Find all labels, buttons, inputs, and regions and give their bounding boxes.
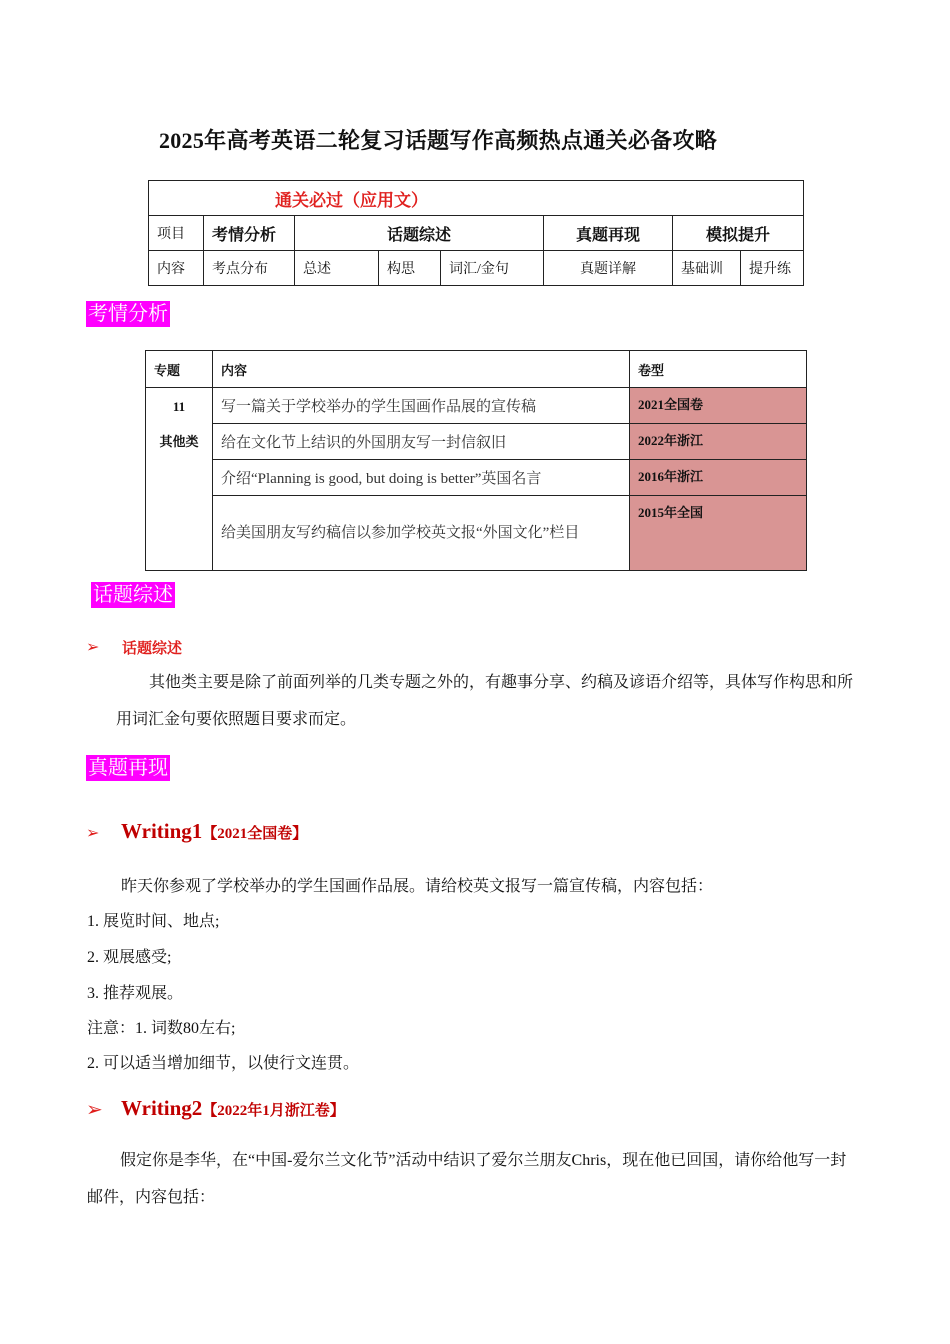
writing2-title: Writing2 [121,1096,203,1120]
writing1-heading [121,819,307,844]
overview-header: 通关必过（应用文） [149,181,804,216]
topic-number: 11 [172,399,186,414]
writing1-source: 【2021全国卷】 [202,826,308,842]
analysis-paper: 2016年浙江 [630,460,807,496]
writing1-line: 1. 展览时间、地点; [87,913,220,930]
analysis-paper: 2021全国卷 [630,388,807,424]
overview-cell: 提升练 [741,251,804,286]
analysis-content: 给在文化节上结识的外国朋友写一封信叙旧 [213,424,630,460]
page-title: 2025年高考英语二轮复习话题写作高频热点通关必备攻略 [158,128,718,153]
writing1-line: 2. 观展感受; [87,949,172,966]
analysis-header: 卷型 [630,351,807,388]
topic-name: 其他类 [159,434,199,449]
overview-cell: 真题详解 [544,251,673,286]
arrow-bullet-icon: ➢ [86,639,100,656]
section-label-analysis: 考情分析 [88,303,168,325]
writing1-intro: 昨天你参观了学校举办的学生国画作品展。请给校英文报写一篇宣传稿，内容包括： [121,878,714,895]
analysis-header: 专题 [146,351,213,388]
writing2-intro: 假定你是李华，在“中国-爱尔兰文化节”活动中结识了爱尔兰朋友Chris，现在他已回国，请你给他写一封邮件，内容包括： [87,1152,847,1206]
overview-table [148,180,804,286]
overview-cell: 构思 [379,251,441,286]
analysis-content: 写一篇关于学校举办的学生国画作品展的宣传稿 [213,388,630,424]
writing1-line: 3. 推荐观展。 [87,985,184,1002]
writing1-line: 2. 可以适当增加细节，以使行文连贯。 [87,1055,360,1072]
writing1-title: Writing1 [121,819,203,843]
analysis-paper: 2022年浙江 [630,424,807,460]
analysis-content: 介绍“Planning is good, but doing is better”英国名言 [213,460,630,496]
overview-mock: 模拟提升 [673,216,804,251]
overview-cell: 总述 [295,251,379,286]
overview-topic: 话题综述 [295,216,544,251]
analysis-topic [146,388,213,571]
writing2-heading [121,1096,345,1121]
writing2-source: 【2022年1月浙江卷】 [202,1103,345,1119]
overview-real: 真题再现 [544,216,673,251]
analysis-table [145,350,807,571]
section-label-topic: 话题综述 [93,584,173,606]
overview-cell: 考点分布 [204,251,295,286]
overview-cell: 词汇/金句 [441,251,544,286]
topic-summary-text: 其他类主要是除了前面列举的几类专题之外的，有趣事分享、约稿及谚语介绍等，具体写作构思和所用词汇金句要依照题目要求而定。 [116,674,854,728]
analysis-content: 给美国朋友写约稿信以参加学校英文报“外国文化”栏目 [213,496,630,571]
section-label-real: 真题再现 [88,757,168,779]
analysis-header: 内容 [213,351,630,388]
arrow-bullet-icon: ➢ [86,1099,103,1121]
overview-analysis: 考情分析 [204,216,295,251]
writing1-line: 注意：1. 词数80左右; [87,1020,236,1037]
analysis-paper: 2015年全国 [630,496,807,571]
overview-item-label: 项目 [149,216,204,251]
arrow-bullet-icon: ➢ [86,825,100,842]
overview-cell: 内容 [149,251,204,286]
overview-cell: 基础训 [673,251,741,286]
topic-summary-heading: 话题综述 [122,641,183,657]
